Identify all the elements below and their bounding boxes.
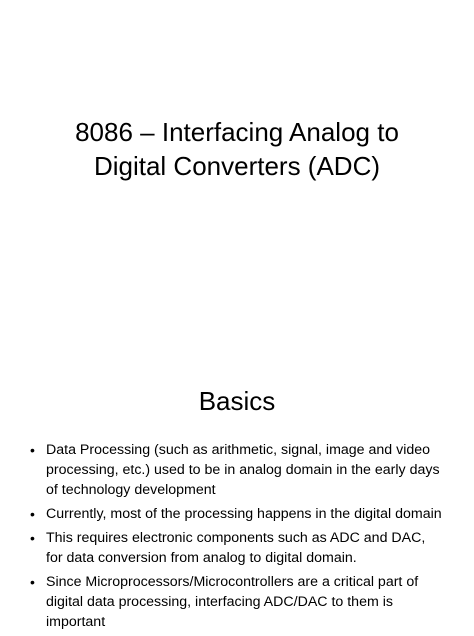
bullet-text: This requires electronic components such as ADC and DAC, for data conversion from analog to digital domain. — [46, 530, 426, 566]
bullet-marker: • — [30, 574, 35, 590]
slide-title-line-1: 8086 – Interfacing Analog to — [75, 117, 399, 147]
bullet-item — [30, 528, 444, 568]
bullet-item — [30, 572, 444, 632]
slide-title-line-2: Digital Converters (ADC) — [93, 151, 381, 181]
bullet-text: Currently, most of the processing happens in the digital domain — [46, 506, 442, 522]
bullet-item — [30, 440, 444, 500]
bullet-item — [30, 504, 444, 524]
bullet-marker: • — [30, 530, 35, 546]
bullet-text: Data Processing (such as arithmetic, signal, image and video processing, etc.) used to be in analog domain in the early days of technology development — [46, 442, 440, 498]
slide-title — [20, 115, 454, 183]
bullet-marker: • — [30, 506, 35, 522]
basics-heading: Basics — [198, 386, 276, 416]
bullet-list — [30, 440, 444, 636]
bullet-marker: • — [30, 442, 35, 458]
bullet-text: Since Microprocessors/Microcontrollers are a critical part of digital data processing, interfacing ADC/DAC to them is important — [46, 574, 419, 630]
